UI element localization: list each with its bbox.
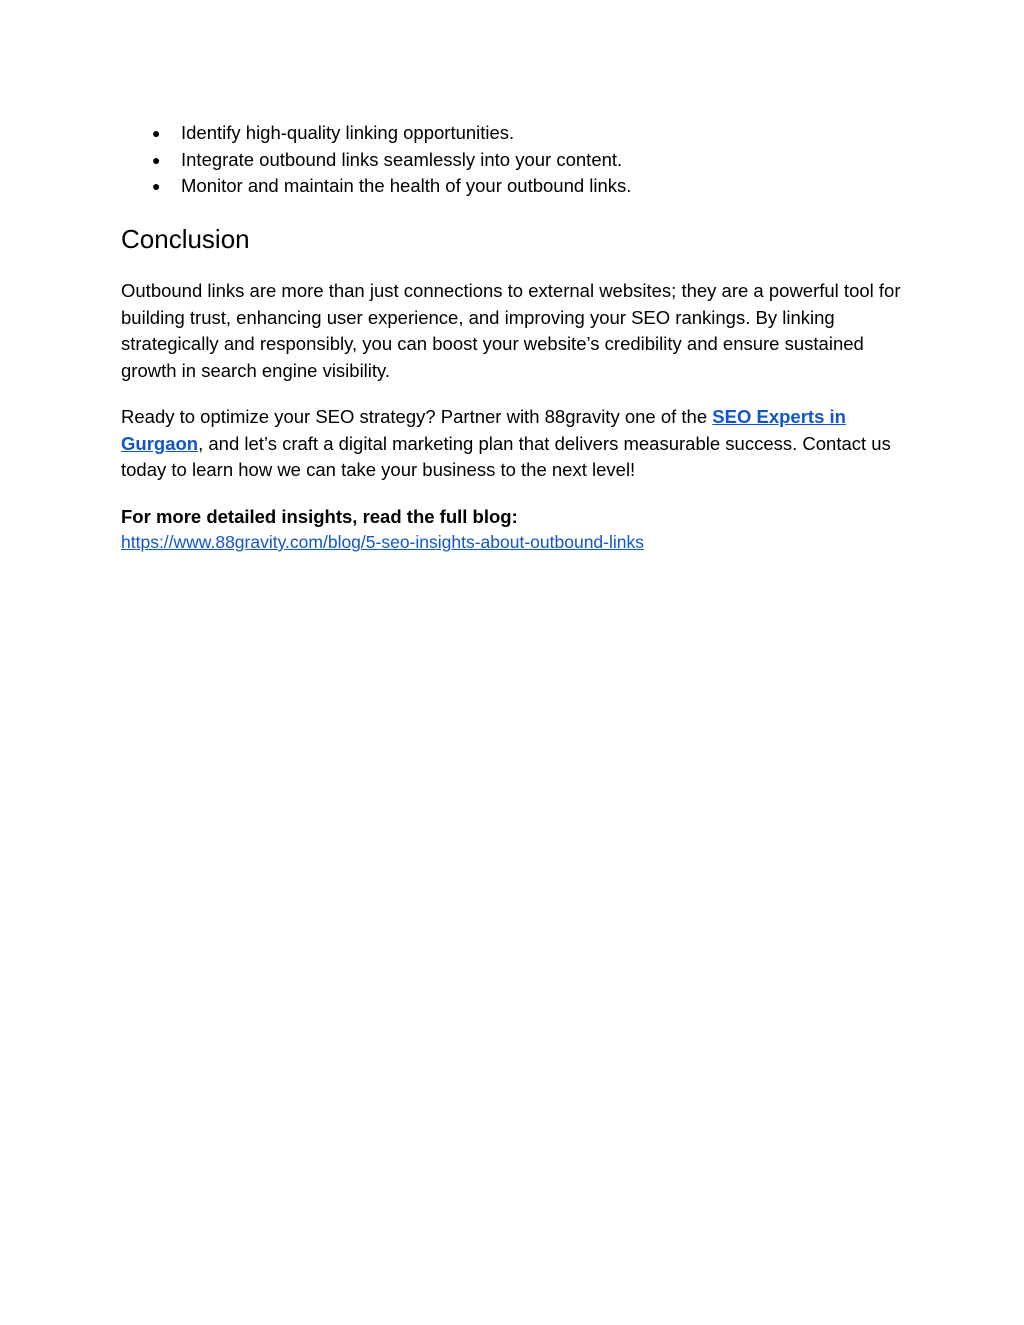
conclusion-heading: Conclusion: [121, 224, 250, 254]
list-item-text: Monitor and maintain the health of your outbound links.: [181, 175, 632, 196]
bullet-list: [150, 120, 910, 200]
cta-paragraph: [121, 404, 911, 484]
bullet-icon: ●: [152, 178, 161, 194]
list-item-text: Integrate outbound links seamlessly into your content.: [181, 148, 623, 170]
list-item: [150, 147, 910, 174]
cta-text-before: Ready to optimize your SEO strategy? Partner with 88gravity one of the: [121, 406, 713, 427]
list-item: [150, 173, 910, 200]
blog-label: For more detailed insights, read the full blog:: [121, 506, 518, 527]
list-item-text: Identify high-quality linking opportunities.: [181, 122, 515, 143]
list-item: [150, 120, 910, 147]
seo-experts-link[interactable]: SEO Experts in Gurgaon: [121, 406, 846, 454]
bullet-icon: ●: [152, 151, 161, 168]
blog-url-link[interactable]: https://www.88gravity.com/blog/5-seo-insights-about-outbound-links: [121, 532, 644, 552]
cta-text-after: , and let’s craft a digital marketing plan that delivers measurable success. Contact us today to learn how we can take your business to the next level!: [121, 432, 891, 480]
conclusion-paragraph: Outbound links are more than just connections to external websites; they are a powerful tool for building trust, enhancing user experience, and improving your SEO rankings. By linking strategically and responsibly, you can boost your website’s credibility and ensure sustained growth in search engine visibility.: [121, 280, 901, 381]
bullet-icon: ●: [152, 125, 161, 141]
